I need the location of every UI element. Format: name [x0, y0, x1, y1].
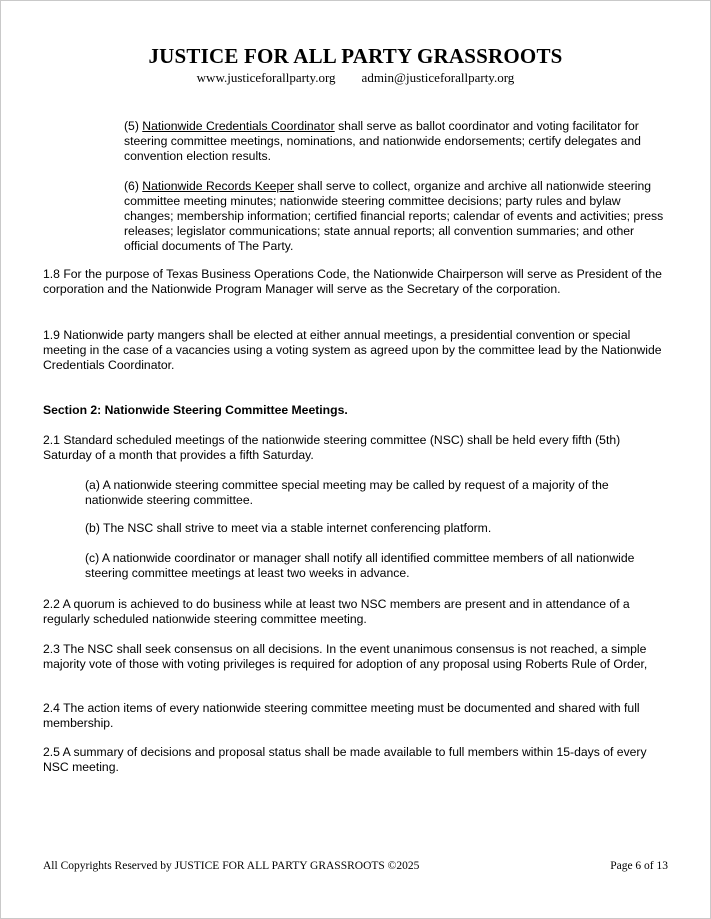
section-heading: Section 2: Nationwide Steering Committee Meetings. [43, 403, 348, 417]
website-link[interactable]: www.justiceforallparty.org [196, 70, 336, 85]
list-item-records-keeper [124, 179, 664, 254]
email-link[interactable]: admin@justiceforallparty.org [361, 70, 515, 85]
document-title: JUSTICE FOR ALL PARTY GRASSROOTS [148, 44, 563, 68]
footer-copyright: All Copyrights Reserved by JUSTICE FOR ALL PARTY GRASSROOTS ©2025 [43, 860, 420, 872]
sub-item-b: (b) The NSC shall strive to meet via a stable internet conferencing platform. [85, 521, 492, 535]
paragraph-2-3: 2.3 The NSC shall seek consensus on all decisions. In the event unanimous consensus is not reached, a simple majority vote of those with voting privileges is required for adoption of any proposal using Roberts Rule of Order, [43, 642, 648, 671]
paragraph-1-9: 1.9 Nationwide party mangers shall be elected at either annual meetings, a presidential convention or special meeting in the case of a vacancies using a voting system as agreed upon by the committee lead by the Nationwide Credentials Coordinator. [43, 328, 662, 372]
role-term: Nationwide Records Keeper [142, 179, 295, 193]
sub-item-a: (a) A nationwide steering committee special meeting may be called by request of a majority of the nationwide steering committee. [85, 478, 609, 507]
paragraph-2-4: 2.4 The action items of every nationwide steering committee meeting must be documented and shared with full membership. [43, 701, 640, 730]
item-number: (6) [124, 179, 143, 193]
sub-item-c: (c) A nationwide coordinator or manager shall notify all identified committee members of all nationwide steering committee meetings at least two weeks in advance. [85, 551, 635, 580]
page-number: Page 6 of 13 [610, 860, 668, 872]
role-term: Nationwide Credentials Coordinator [142, 119, 335, 133]
paragraph-2-1: 2.1 Standard scheduled meetings of the nationwide steering committee (NSC) shall be held every fifth (5th) Saturday of a month that provides a fifth Saturday. [43, 433, 621, 462]
paragraph-2-2: 2.2 A quorum is achieved to do business while at least two NSC members are present and in attendance of a regularly scheduled nationwide steering committee meeting. [43, 597, 630, 626]
header-contact [0, 70, 711, 86]
role-description: shall serve as ballot coordinator and voting facilitator for steering committee meetings, nominations, and nationwide endorsements; certify delegates and convention election results. [124, 119, 641, 163]
paragraph-2-5: 2.5 A summary of decisions and proposal status shall be made available to full members within 15-days of every NSC meeting. [43, 745, 647, 774]
role-description: shall serve to collect, organize and archive all nationwide steering committee meeting minutes; nationwide steering committee decisions; party rules and bylaw changes; membership information; certified financial reports; calendar of events and activities; press releases; legislator communications; state annual reports; all convention summaries; and other official documents of The Party. [124, 179, 664, 253]
item-number: (5) [124, 119, 143, 133]
list-item-credentials-coordinator [124, 119, 664, 164]
paragraph-1-8: 1.8 For the purpose of Texas Business Operations Code, the Nationwide Chairperson will serve as President of the corporation and the Nationwide Program Manager will serve as the Secretary of the corporation. [43, 267, 662, 296]
